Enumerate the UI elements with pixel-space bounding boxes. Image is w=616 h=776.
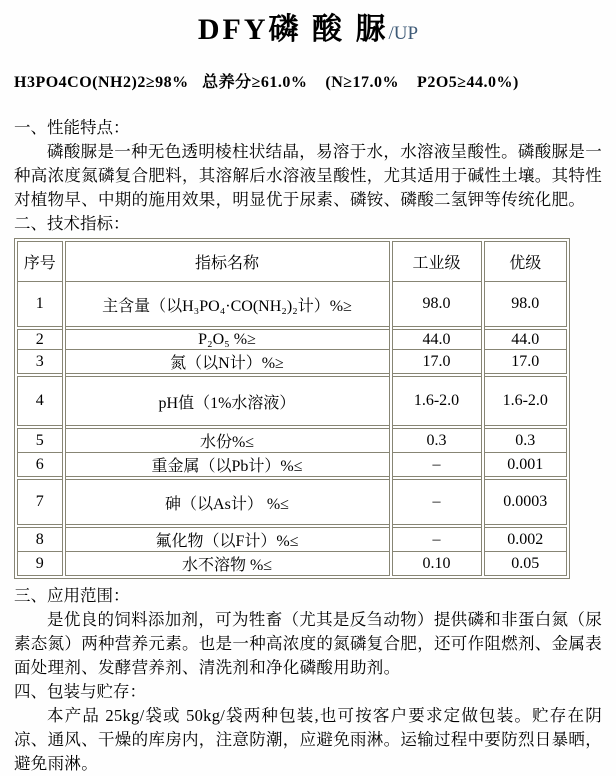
table-row [18, 427, 567, 453]
table-row [18, 453, 567, 479]
cell-name: pH值（1%水溶液） [64, 375, 391, 427]
cell-industrial: – [391, 478, 483, 526]
cell-name: 砷（以As计） %≤ [64, 478, 391, 526]
page-title [14, 10, 602, 54]
table-row [18, 375, 567, 427]
table-row [18, 478, 567, 526]
table-row [18, 552, 567, 576]
cell-name: 重金属（以Pb计）%≤ [64, 453, 391, 479]
cell-industrial: 17.0 [391, 350, 483, 376]
cell-industrial: – [391, 526, 483, 552]
cell-industrial: – [391, 453, 483, 479]
table-header-industrial: 工业级 [391, 242, 483, 282]
cell-premium: 0.002 [483, 526, 567, 552]
cell-no: 6 [18, 453, 64, 479]
cell-industrial: 0.3 [391, 427, 483, 453]
table-header-name: 指标名称 [64, 242, 391, 282]
section-4-paragraph: 本产品 25kg/袋或 50kg/袋两种包装,也可按客户要求定做包装。贮存在阴凉、通风、干燥的库房内，注意防潮，应避免雨淋。运输过程中要防烈日暴晒，避免雨淋。 [14, 706, 602, 773]
cell-premium: 0.05 [483, 552, 567, 576]
cell-name: P₂O₅ %≥ [64, 328, 391, 350]
cell-no: 7 [18, 478, 64, 526]
table-row [18, 282, 567, 329]
page-title-suffix: /UP [388, 23, 419, 44]
cell-no: 1 [18, 282, 64, 329]
cell-no: 9 [18, 552, 64, 576]
section-1-heading: 一、性能特点： [14, 118, 130, 137]
table-header-no: 序号 [18, 242, 64, 282]
cell-no: 8 [18, 526, 64, 552]
section-3-paragraph: 是优良的饲料添加剂，可为牲畜（尤其是反刍动物）提供磷和非蛋白氮（尿素态氮）两种营养元素。也是一种高浓度的氮磷复合肥，还可作阻燃剂、金属表面处理剂、发酵营养剂、清洗剂和净化磷酸用助剂。 [14, 610, 602, 677]
spec-table-frame [14, 238, 570, 579]
cell-name: 主含量（以H₃PO₄·CO(NH₂)₂计）%≥ [64, 282, 391, 329]
cell-premium: 1.6-2.0 [483, 375, 567, 427]
cell-industrial: 1.6-2.0 [391, 375, 483, 427]
cell-premium: 98.0 [483, 282, 567, 329]
cell-premium: 0.0003 [483, 478, 567, 526]
cell-no: 2 [18, 328, 64, 350]
table-header-premium: 优级 [483, 242, 567, 282]
cell-name: 水不溶物 %≤ [64, 552, 391, 576]
cell-premium: 44.0 [483, 328, 567, 350]
cell-no: 3 [18, 350, 64, 376]
cell-industrial: 0.10 [391, 552, 483, 576]
cell-premium: 0.3 [483, 427, 567, 453]
cell-no: 4 [18, 375, 64, 427]
spec-table [17, 241, 567, 576]
section-3-heading: 三、应用范围： [14, 586, 130, 605]
section-1-paragraph: 磷酸脲是一种无色透明棱柱状结晶，易溶于水，水溶液呈酸性。磷酸脲是一种高浓度氮磷复合肥料，其溶解后水溶液呈酸性，尤其适用于碱性土壤。其特性对植物早、中期的施用效果，明显优于尿素、磷铵、磷酸二氢钾等传统化肥。 [14, 142, 602, 209]
table-row [18, 350, 567, 376]
page-title-main: DFY磷 酸 脲 [197, 13, 389, 46]
formula-line: H3PO4CO(NH2)2≥98% 总养分≥61.0% (N≥17.0% P2O5≥44.0%) [14, 74, 519, 91]
cell-no: 5 [18, 427, 64, 453]
cell-industrial: 98.0 [391, 282, 483, 329]
table-header-row [18, 242, 567, 282]
cell-name: 氮（以N计）%≥ [64, 350, 391, 376]
cell-industrial: 44.0 [391, 328, 483, 350]
cell-premium: 0.001 [483, 453, 567, 479]
cell-premium: 17.0 [483, 350, 567, 376]
section-2-heading: 二、技术指标： [14, 214, 130, 233]
section-4-heading: 四、包装与贮存： [14, 682, 146, 701]
cell-name: 氟化物（以F计）%≤ [64, 526, 391, 552]
cell-name: 水份%≤ [64, 427, 391, 453]
table-row [18, 526, 567, 552]
table-row [18, 328, 567, 350]
